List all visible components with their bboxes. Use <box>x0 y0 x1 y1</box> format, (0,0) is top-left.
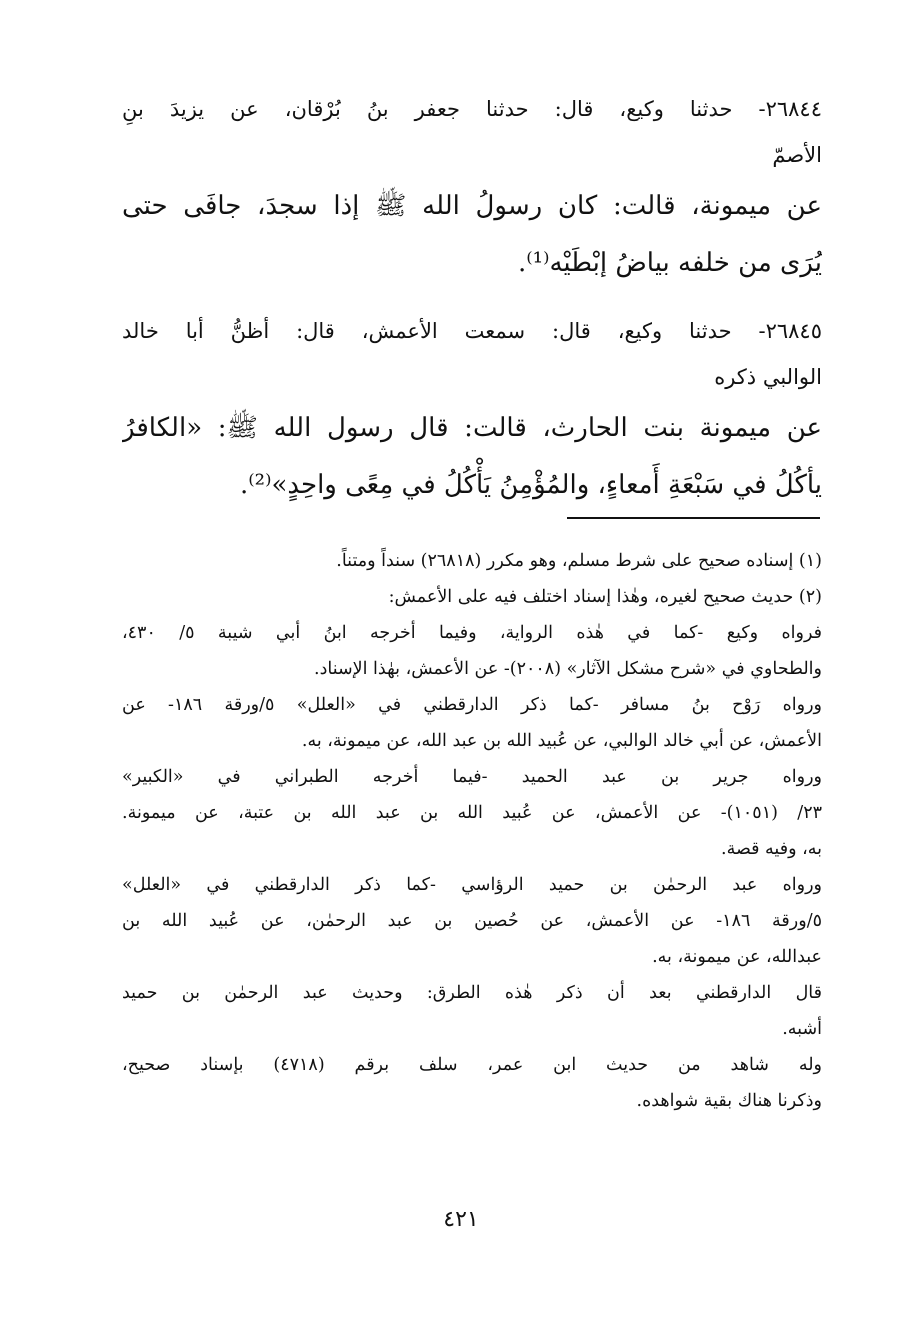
footnote-line: أشبه. <box>782 1019 822 1039</box>
footnote-paragraph <box>122 687 822 759</box>
isnad-26845 <box>122 308 822 400</box>
isnad-line: ٢٦٨٤٥- حدثنا وكيع، قال: سمعت الأعمش، قال: أظنُّ أبا خالد <box>122 319 822 343</box>
footnote-line: فرواه وكيع -كما في هٰذه الرواية، وفيما أخرجه ابنُ أبي شيبة ٥/ ٤٣٠، <box>122 623 822 643</box>
footnote-line: عبدالله، عن ميمونة، به. <box>652 947 822 967</box>
isnad-line: الأصمّ <box>772 143 822 167</box>
footnote-paragraph <box>122 1047 822 1119</box>
matn-line: يُرَى من خلفه بياضُ إبْطَيْه⁽¹⁾. <box>518 248 822 278</box>
footnote-line: والطحاوي في «شرح مشكل الآثار» (٢٠٠٨)- عن الأعمش، بهٰذا الإسناد. <box>314 659 822 679</box>
footnote-2 <box>122 579 822 615</box>
matn-26844 <box>122 178 822 292</box>
isnad-line: ٢٦٨٤٤- حدثنا وكيع، قال: حدثنا جعفر بنُ بُرْقان، عن يزيدَ بنِ <box>122 97 822 121</box>
footnote-paragraph <box>122 615 822 687</box>
page-number: ٤٢١ <box>443 1207 479 1232</box>
matn-26845 <box>122 400 822 514</box>
footnote-separator <box>567 517 820 519</box>
matn-line: يأكُلُ في سَبْعَةِ أَمعاءٍ، والمُؤْمِنُ يَأْكُلُ في مِعًى واحِدٍ»⁽²⁾. <box>239 470 822 500</box>
footnote-line: وله شاهد من حديث ابن عمر، سلف برقم (٤٧١٨) بإسناد صحيح، <box>122 1055 822 1075</box>
footnote-line: ورواه عبد الرحمٰن بن حميد الرؤاسي -كما ذكر الدارقطني في «العلل» <box>122 875 822 895</box>
footnote-1 <box>122 543 822 579</box>
footnote-paragraph <box>122 867 822 975</box>
footnote-line: ورواه رَوْح بنُ مسافر -كما ذكر الدارقطني في «العلل» ٥/ورقة ١٨٦- عن <box>122 695 822 715</box>
isnad-26844 <box>122 86 822 178</box>
footnote-line: وذكرنا هناك بقية شواهده. <box>636 1091 822 1111</box>
footnote-paragraph <box>122 759 822 867</box>
footnote-line: به، وفيه قصة. <box>721 839 822 859</box>
footnote-line: ٥/ورقة ١٨٦- عن الأعمش، عن حُصين بن عبد الرحمٰن، عن عُبيد الله بن <box>122 911 822 931</box>
footnote-line: ٢٣/ (١٠٥١)- عن الأعمش، عن عُبيد الله بن عبد الله بن عتبة، عن ميمونة. <box>122 803 822 823</box>
matn-line: عن ميمونة بنت الحارث، قالت: قال رسول الله ﷺ: «الكافرُ <box>122 413 822 443</box>
footnote-paragraph <box>122 975 822 1047</box>
hadith-26845 <box>122 308 822 514</box>
hadith-26844 <box>122 86 822 292</box>
matn-line: عن ميمونة، قالت: كان رسولُ الله ﷺ إذا سجدَ، جافَى حتى <box>122 191 822 221</box>
footnote-line: ورواه جرير بن عبد الحميد -فيما أخرجه الطبراني في «الكبير» <box>122 767 822 787</box>
isnad-line: الوالبي ذكره <box>714 365 822 389</box>
footnotes <box>122 543 822 1119</box>
footnote-line: (١) إسناده صحيح على شرط مسلم، وهو مكرر (٢٦٨١٨) سنداً ومتناً. <box>336 551 822 571</box>
footnote-line: قال الدارقطني بعد أن ذكر هٰذه الطرق: وحديث عبد الرحمٰن بن حميد <box>122 983 822 1003</box>
footnote-line: الأعمش، عن أبي خالد الوالبي، عن عُبيد الله بن عبد الله، عن ميمونة، به. <box>301 731 822 751</box>
footnote-line: (٢) حديث صحيح لغيره، وهٰذا إسناد اختلف فيه على الأعمش: <box>388 587 822 607</box>
